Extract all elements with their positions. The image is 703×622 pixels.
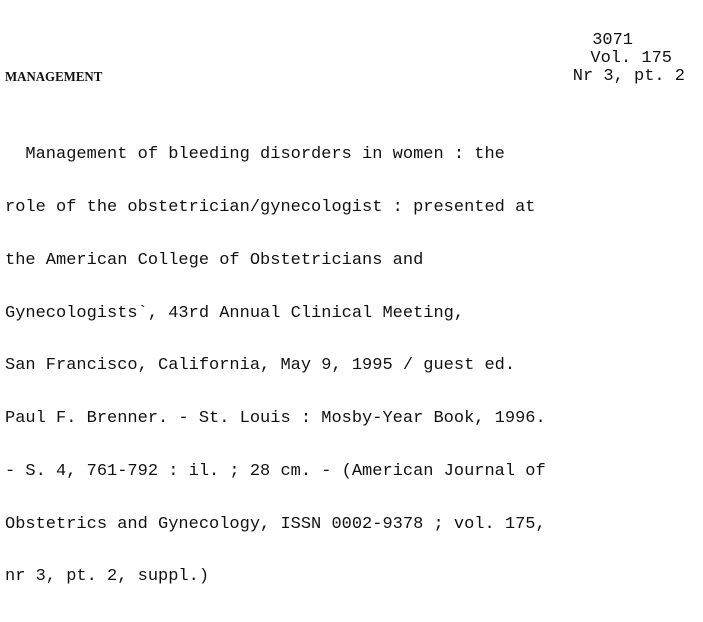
call-number-line-3: Nr 3, pt. 2 [572, 67, 685, 86]
description-line: Obstetrics and Gynecology, ISSN 0002-9378 ; vol. 175, [5, 514, 546, 534]
call-number-line-1: 3071 [592, 31, 633, 50]
bibliographic-description [5, 111, 695, 621]
description-line: Gynecologists`, 43rd Annual Clinical Meeting, [5, 303, 465, 323]
description-line: - S. 4, 761-792 : il. ; 28 cm. - (American Journal of [5, 461, 546, 481]
call-number-line-2: Vol. 175 [590, 49, 672, 68]
description-line: Paul F. Brenner. - St. Louis : Mosby-Year Book, 1996. [5, 409, 546, 429]
card-heading: MANAGEMENT [5, 70, 103, 85]
description-line: San Francisco, California, May 9, 1995 / guest ed. [5, 356, 516, 376]
description-line: Management of bleeding disorders in women : the [5, 145, 505, 165]
call-number [573, 32, 685, 86]
description-line: nr 3, pt. 2, suppl.) [5, 567, 210, 587]
description-line: the American College of Obstetricians and [5, 250, 424, 270]
description-line: role of the obstetrician/gynecologist : presented at [5, 197, 536, 217]
